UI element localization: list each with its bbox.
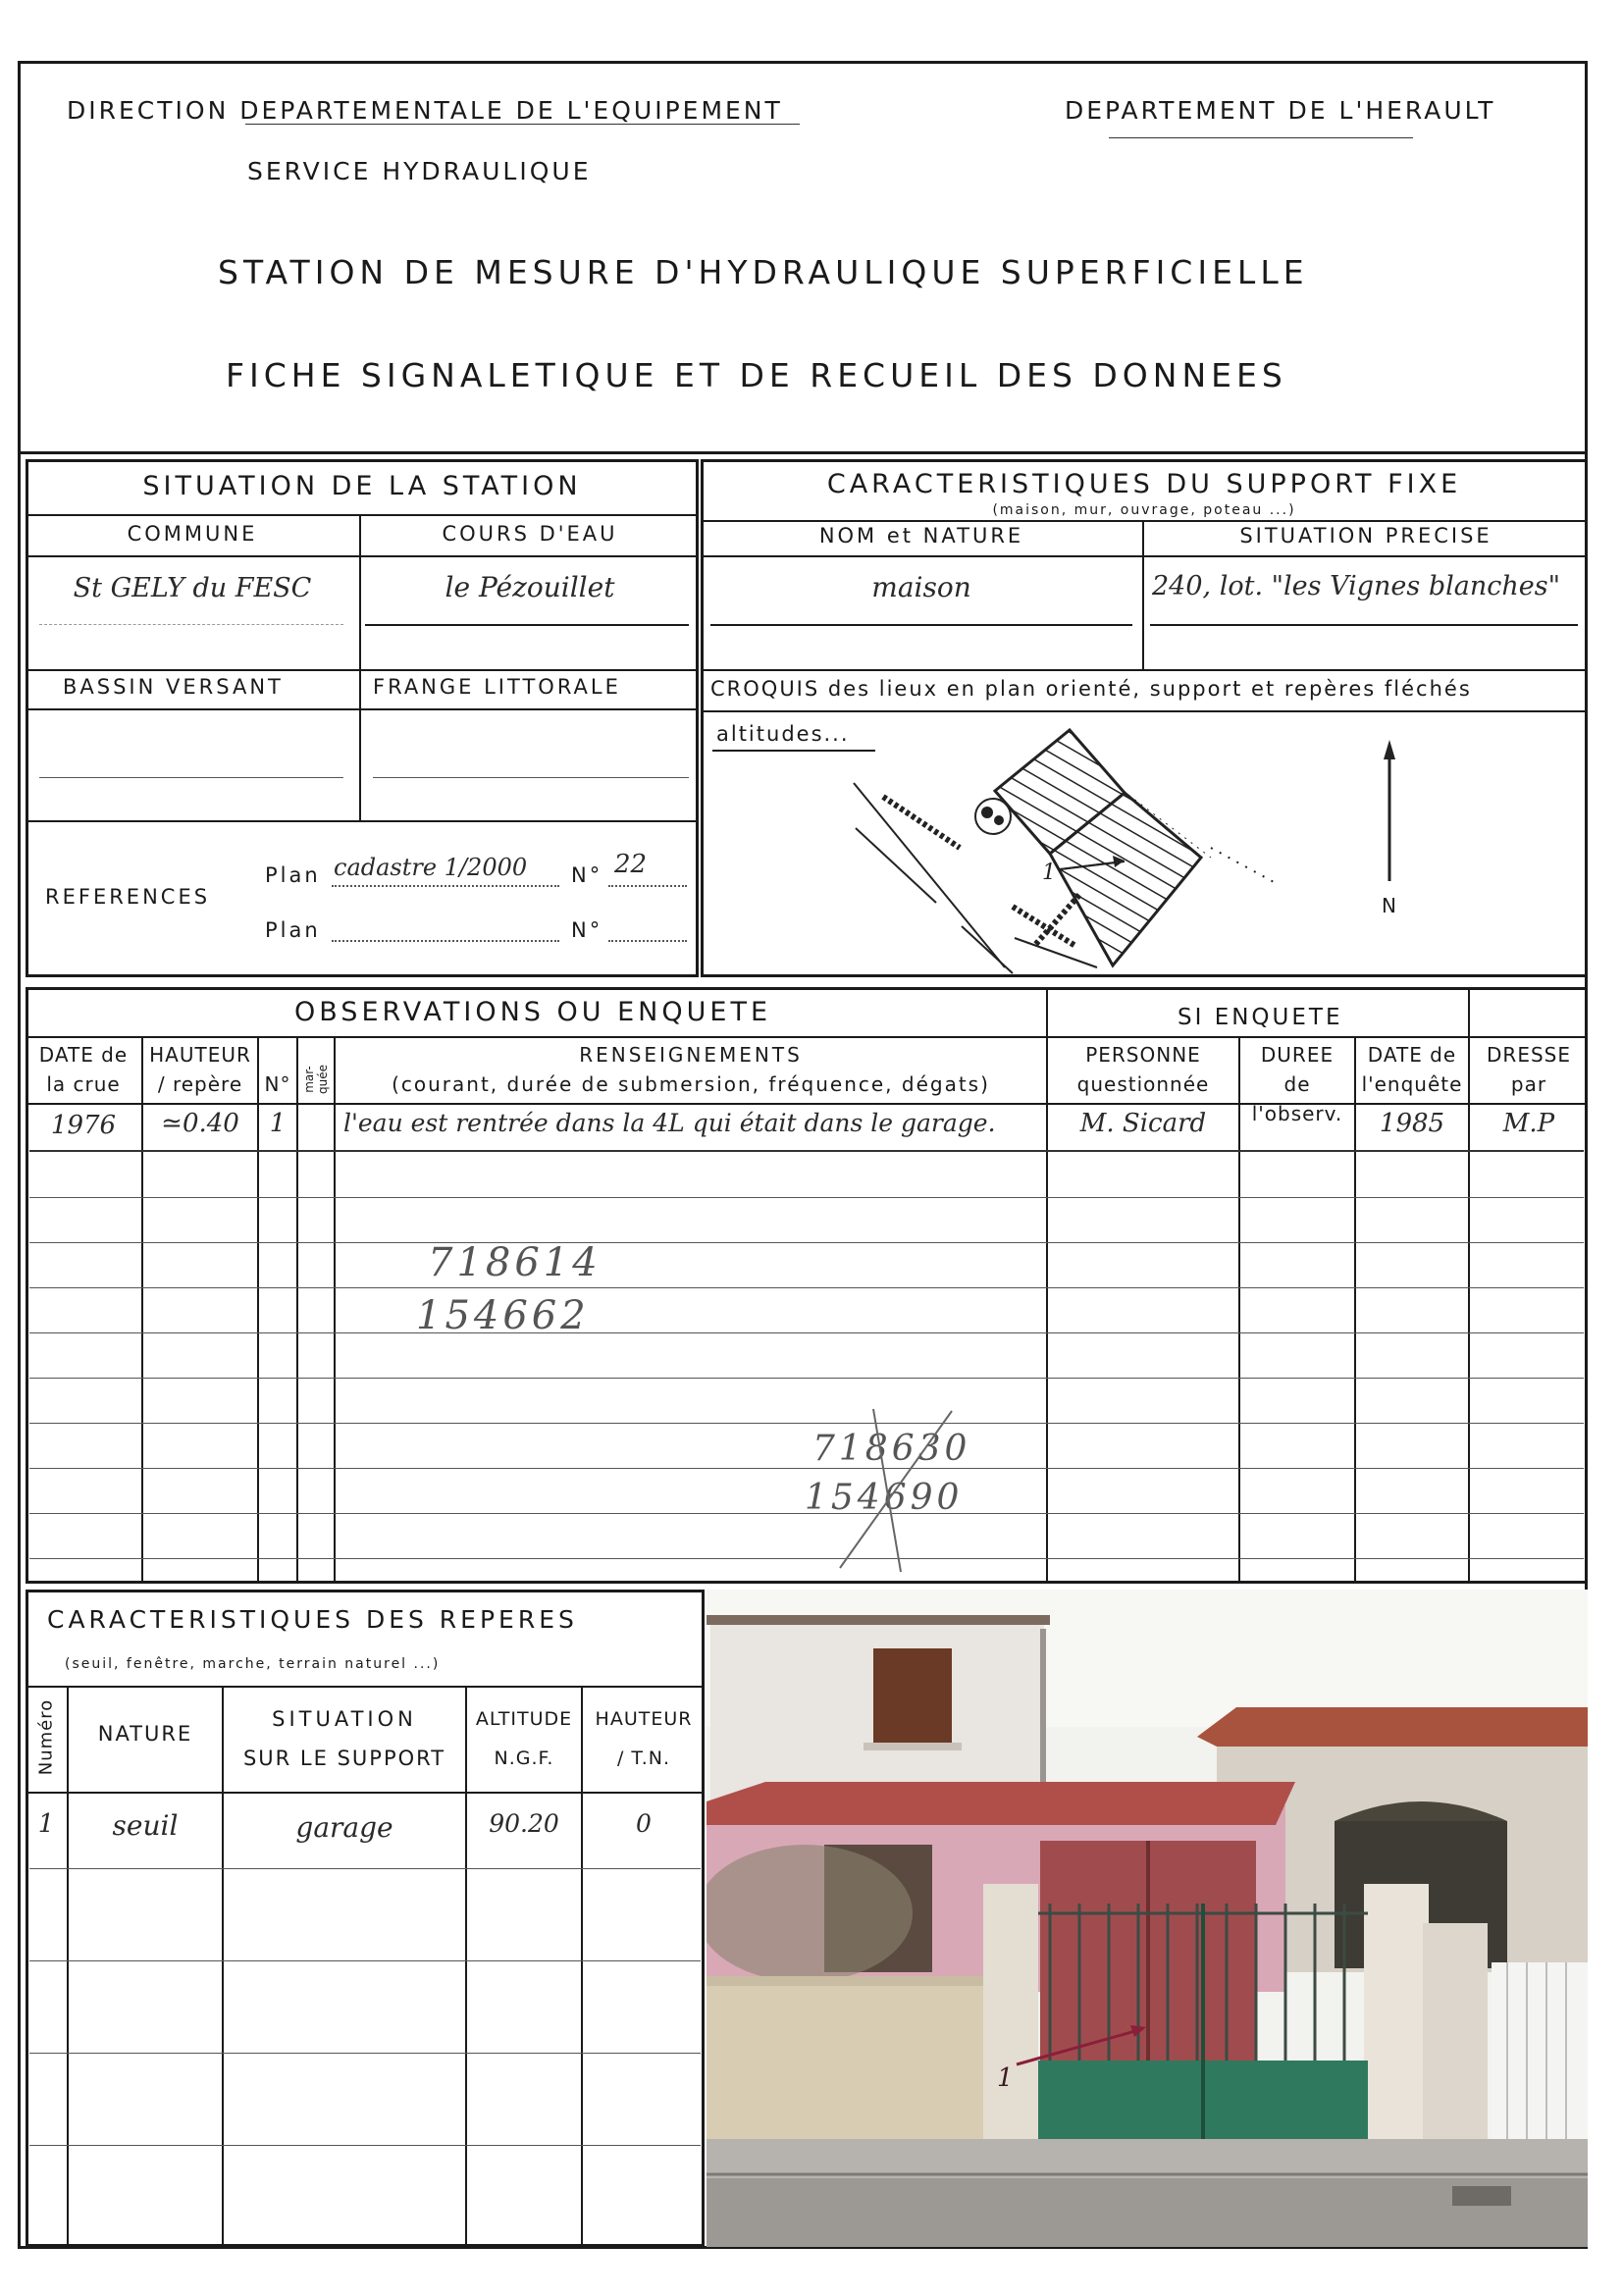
situation-precise-value: 240, lot. "les Vignes blanches" [1152,571,1560,601]
underline [1150,624,1578,626]
divider [359,514,361,820]
cours-value: le Pézouillet [445,571,615,603]
north-label: N [1382,894,1396,917]
obs-date: 1976 [50,1111,117,1140]
divider [26,1686,705,1688]
row-line [29,1197,1584,1198]
dotted-line [608,940,687,942]
title-line-1: STATION DE MESURE D'HYDRAULIQUE SUPERFICIELLE [218,253,1309,291]
divider [26,708,699,710]
col-altitude-header: ALTITUDE N.G.F. [475,1708,573,1769]
col-situation-header: SITUATION SUR LE SUPPORT [242,1707,446,1770]
nom-value: maison [871,571,971,603]
row-line [29,1332,1584,1333]
row-line [29,1468,1584,1469]
references-label: REFERENCES [45,885,211,909]
reperes-subtitle: (seuil, fenêtre, marche, terrain naturel ...) [65,1656,441,1672]
commune-label: COMMUNE [127,522,258,546]
obs-renseignements: l'eau est rentrée dans la 4L qui était dans le garage. [343,1109,996,1137]
row-line [29,1868,701,1869]
row-line [29,1960,701,1961]
service-label: SERVICE HYDRAULIQUE [247,157,592,185]
pencil-note-1a: 718614 [428,1240,602,1285]
obs-personne: M. Sicard [1079,1109,1207,1138]
row-line [29,1558,1584,1559]
col-marque-header: mar-quée [302,1065,330,1094]
divider [26,820,699,822]
repere-numero: 1 [37,1809,55,1839]
col-rens-header: RENSEIGNEMENTS (courant, durée de submersion, fréquence, dégats) [392,1043,990,1096]
column-divider [67,1686,69,2247]
col-date-enquete-header: DATE de l'enquête [1361,1043,1463,1096]
repere-nature: seuil [112,1809,179,1842]
pencil-note-2a: 718630 [812,1429,971,1469]
divider [1142,520,1144,669]
plan-label-2: Plan [265,918,321,942]
no-label: N° [571,863,603,887]
photo-marker: 1 [997,2063,1014,2093]
dotted-line [332,940,559,942]
col-date-header: DATE de la crue [38,1043,129,1096]
underline [373,777,689,778]
commune-value: St GELY du FESC [73,573,312,603]
north-arrow-icon [1384,740,1395,881]
underline [39,777,343,778]
col-hauteur-tn-header: HAUTEUR / T.N. [595,1708,693,1769]
obs-hauteur: ≃0.40 [161,1109,239,1138]
column-divider [296,1036,298,1584]
divider [701,669,1588,671]
pencil-note-2b: 154690 [805,1478,964,1518]
row-line [29,1423,1584,1424]
dotted-line [332,885,559,887]
plan-label: Plan [265,863,321,887]
divider [26,555,699,557]
col-nature-header: NATURE [97,1722,193,1746]
situation-precise-label: SITUATION PRECISE [1239,524,1492,548]
reperes-title: CARACTERISTIQUES DES REPERES [47,1605,578,1634]
underline [245,124,800,125]
col-personne-header: PERSONNE questionnée [1076,1043,1210,1096]
obs-dresse: M.P [1502,1109,1555,1138]
row-line [29,2145,701,2146]
col-hauteur-header: HAUTEUR / repère [149,1043,251,1096]
divider [26,514,699,516]
row-line [29,1287,1584,1288]
reperes-box [26,1590,705,2247]
nom-label: NOM et NATURE [818,524,1024,548]
strike-through-mark [824,1403,962,1580]
site-sketch [701,710,1588,977]
divider [701,520,1588,522]
underline [1109,137,1413,138]
cours-label: COURS D'EAU [442,522,618,546]
dotted-line [608,885,687,887]
col-num-header: N° [264,1072,291,1096]
underline [710,624,1132,626]
support-subtitle: (maison, mur, ouvrage, poteau ...) [992,502,1296,518]
col-numero-header: Numéro [35,1698,57,1776]
obs-date-enquete: 1985 [1379,1109,1445,1138]
underline [39,624,343,625]
divider [26,1792,705,1794]
station-photo [707,1590,1588,2247]
row-line [29,1242,1584,1243]
croquis-label-2: altitudes... [716,722,850,746]
plan-value: cadastre 1/2000 [334,854,528,881]
title-line-2: FICHE SIGNALETIQUE ET DE RECUEIL DES DONNEES [226,356,1287,394]
column-divider [334,1036,336,1584]
repere-hauteur: 0 [636,1809,652,1838]
repere-altitude: 90.20 [489,1809,559,1838]
no-label-2: N° [571,918,603,942]
enquete-title: SI ENQUETE [1178,1005,1343,1030]
col-dresse-header: DRESSE par [1487,1043,1571,1096]
pencil-note-1b: 154662 [416,1293,590,1338]
row-line [29,2053,701,2054]
col-duree-header: DUREE de l'observ. [1251,1043,1343,1125]
direction-label: DIRECTION DEPARTEMENTALE DE L'EQUIPEMENT [67,96,783,125]
bassin-label: BASSIN VERSANT [63,675,284,699]
no-value: 22 [614,850,648,879]
underline [365,624,689,626]
sketch-marker: 1 [1042,861,1056,885]
frange-label: FRANGE LITTORALE [373,675,621,699]
obs-num: 1 [269,1109,287,1138]
house-plan [995,730,1276,965]
row-line [29,1150,1584,1152]
divider [701,555,1588,557]
repere-situation: garage [295,1811,393,1844]
croquis-label: CROQUIS des lieux en plan orienté, support et repères fléchés [710,677,1472,701]
observations-title: OBSERVATIONS OU ENQUETE [294,997,772,1027]
divider [26,669,699,671]
situation-title: SITUATION DE LA STATION [142,471,582,501]
divider [18,451,1588,454]
support-title: CARACTERISTIQUES DU SUPPORT FIXE [826,469,1462,499]
departement-label: DEPARTEMENT DE L'HERAULT [1065,96,1496,125]
row-line [29,1378,1584,1379]
